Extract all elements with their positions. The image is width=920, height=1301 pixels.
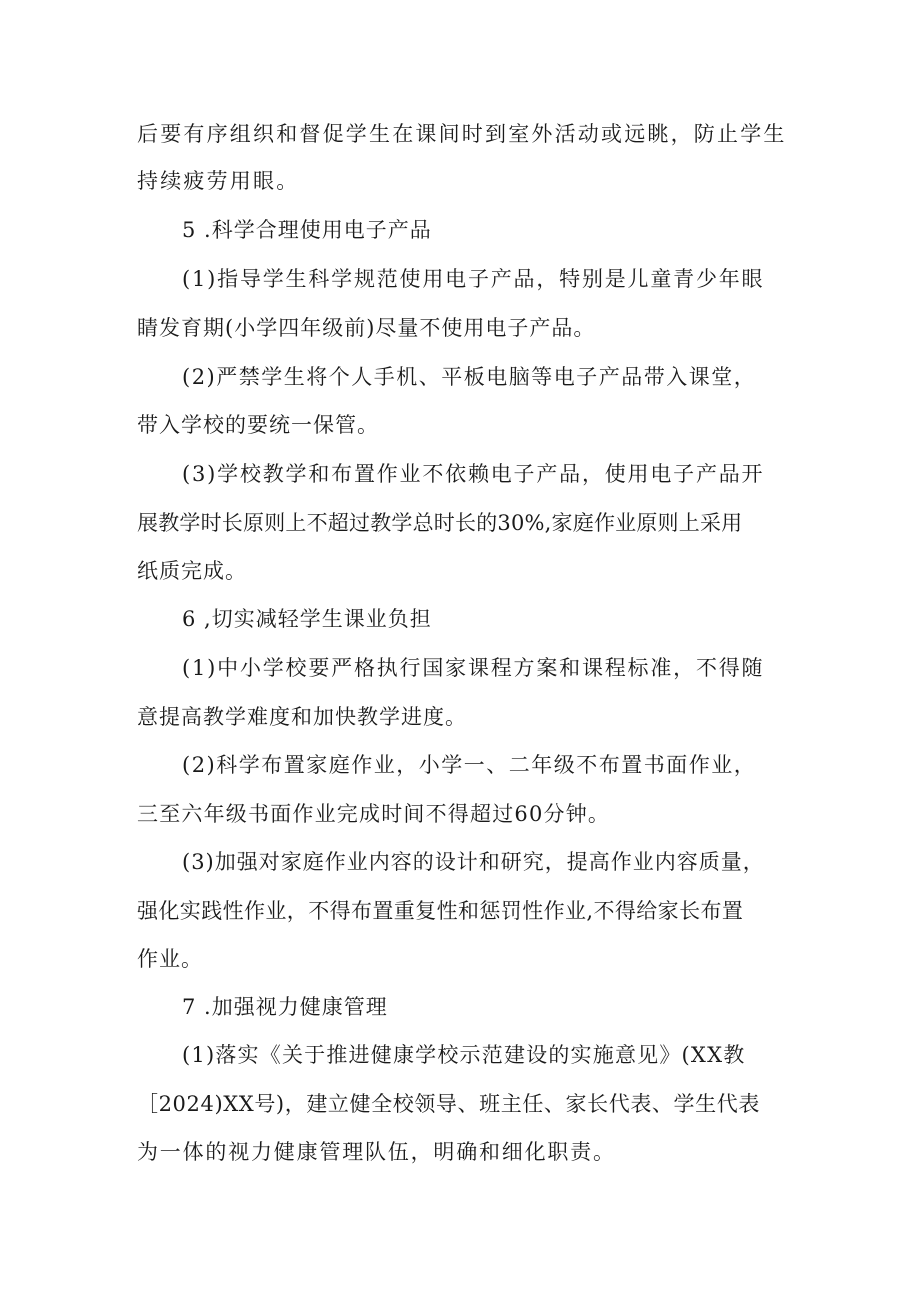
text-line: 强化实践性作业，不得布置重复性和惩罚性作业,不得给家长布置	[137, 899, 744, 923]
text-line: 为一体的视力健康管理队伍，明确和细化职责。	[137, 1140, 616, 1164]
text-line: 纸质完成。	[137, 559, 247, 583]
text-line: (1)指导学生科学规范使用电子产品，特别是儿童青少年眼	[182, 267, 765, 291]
text-line: (1)中小学校要严格执行国家课程方案和课程标准，不得随	[182, 656, 765, 680]
text-line: 作业。	[137, 947, 203, 971]
text-line: 三至六年级书面作业完成时间不得超过60分钟。	[137, 802, 611, 826]
section-heading: 7 .加强视力健康管理	[182, 995, 388, 1019]
text-line: 后要有序组织和督促学生在课间时到室外活动或远眺，防止学生	[137, 122, 787, 146]
section-heading: 6 ,切实减轻学生课业负担	[182, 607, 432, 631]
text-line: (2)科学布置家庭作业，小学一、二年级不布置书面作业，	[182, 753, 757, 777]
text-line: 睛发育期(小学四年级前)尽量不使用电子产品。	[137, 316, 596, 340]
text-line: (3)加强对家庭作业内容的设计和研究，提高作业内容质量，	[182, 850, 765, 874]
text-line: 持续疲劳用眼。	[137, 169, 300, 193]
text-line: ［2024)XX号)，建立健全校领导、班主任、家长代表、学生代表	[137, 1092, 760, 1116]
text-line: 展教学时长原则上不超过教学总时长的30%,家庭作业原则上采用	[137, 511, 743, 535]
text-line: (3)学校教学和布置作业不依赖电子产品，使用电子产品开	[182, 462, 765, 486]
section-heading: 5 .科学合理使用电子产品	[182, 218, 432, 242]
text-line: (1)落实《关于推进健康学校示范建设的实施意见》(XX教	[182, 1043, 746, 1067]
text-line: 带入学校的要统一保管。	[137, 413, 379, 437]
text-line: 意提高教学难度和加快教学进度。	[137, 705, 467, 729]
text-line: (2)严禁学生将个人手机、平板电脑等电子产品带入课堂，	[182, 365, 757, 389]
